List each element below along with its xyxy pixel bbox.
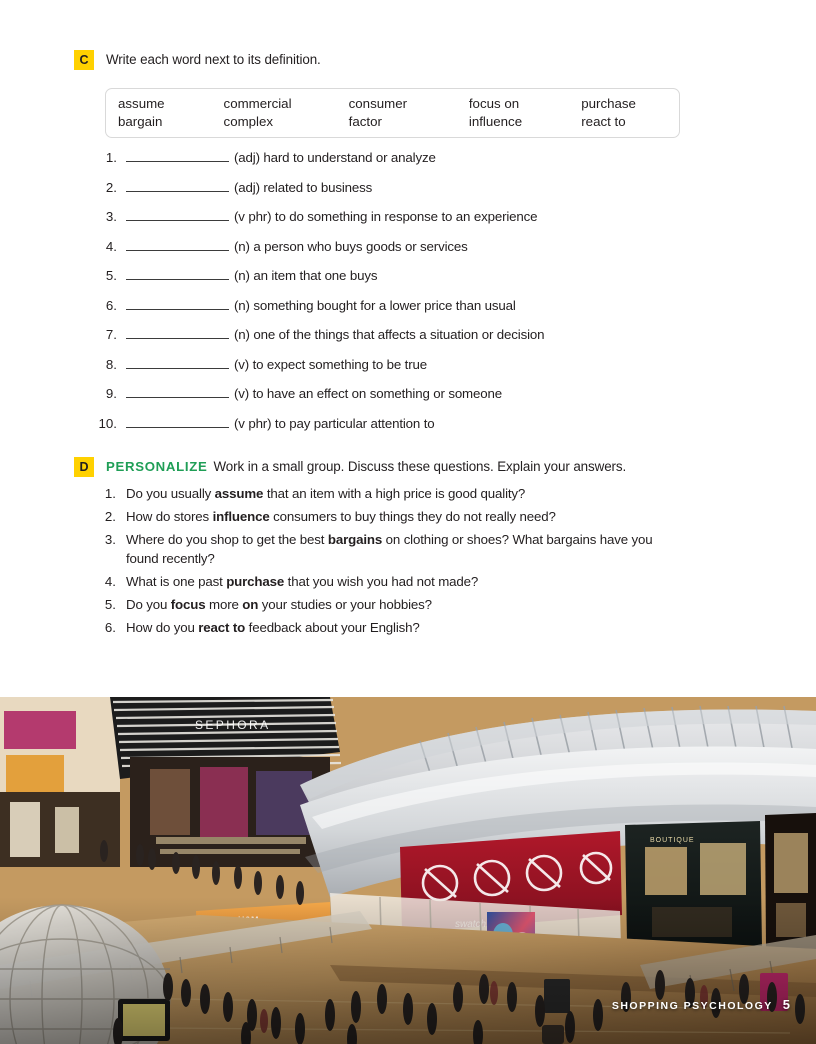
exercise-d-instruction: Work in a small group. Discuss these questions. Explain your answers. bbox=[213, 459, 627, 474]
footer-caption bbox=[612, 997, 790, 1012]
definition-number: 8. bbox=[105, 356, 117, 372]
footer-unit-title: SHOPPING PSYCHOLOGY bbox=[611, 1000, 773, 1012]
definition-item bbox=[90, 150, 730, 180]
question-number: 6. bbox=[104, 619, 116, 635]
answer-blank[interactable] bbox=[126, 209, 229, 221]
answer-blank[interactable] bbox=[126, 239, 229, 251]
discussion-question-list bbox=[100, 485, 680, 642]
question-number: 3. bbox=[104, 532, 116, 547]
definition-item bbox=[90, 268, 730, 298]
definition-item bbox=[90, 298, 730, 328]
definition-number: 9. bbox=[105, 386, 117, 401]
answer-blank[interactable] bbox=[126, 268, 229, 280]
question-text: How do stores influence consumers to buy things they do not really need? bbox=[126, 509, 556, 524]
question-text: How do you react to feedback about your English? bbox=[126, 619, 420, 635]
definition-item bbox=[90, 416, 730, 446]
word-bank-word: factor bbox=[348, 114, 382, 129]
definition-text: (v phr) to do something in response to an experience bbox=[234, 209, 538, 224]
definition-text: (n) something bought for a lower price than usual bbox=[234, 297, 516, 313]
word-bank-word: react to bbox=[581, 114, 626, 129]
definition-number: 4. bbox=[105, 238, 117, 254]
answer-blank[interactable] bbox=[126, 150, 229, 162]
question-number: 1. bbox=[104, 486, 116, 501]
answer-blank[interactable] bbox=[126, 386, 229, 398]
page-number: 5 bbox=[782, 997, 790, 1012]
list-item bbox=[100, 508, 680, 527]
photo-illustration bbox=[0, 697, 816, 1044]
exercise-d-instruction-row bbox=[106, 457, 626, 477]
definition-text: (v phr) to pay particular attention to bbox=[234, 415, 435, 431]
answer-blank[interactable] bbox=[126, 357, 229, 369]
definition-text: (v) to have an effect on something or someone bbox=[234, 386, 502, 401]
question-text: What is one past purchase that you wish you had not made? bbox=[126, 573, 479, 589]
definition-text: (n) an item that one buys bbox=[234, 268, 378, 283]
word-bank-column bbox=[349, 95, 469, 131]
personalize-label: PERSONALIZE bbox=[106, 459, 208, 474]
definition-item bbox=[90, 209, 730, 239]
question-number: 4. bbox=[104, 573, 116, 589]
list-item bbox=[100, 619, 680, 638]
word-bank-column bbox=[581, 95, 679, 131]
question-number: 2. bbox=[104, 509, 116, 524]
definition-text: (v) to expect something to be true bbox=[234, 356, 427, 372]
svg-text:SEPHORA: SEPHORA bbox=[195, 718, 271, 732]
word-bank-column bbox=[469, 95, 581, 131]
list-item bbox=[100, 596, 680, 615]
definition-text: (n) one of the things that affects a situation or decision bbox=[234, 327, 545, 342]
question-number: 5. bbox=[104, 596, 116, 612]
definition-item bbox=[90, 386, 730, 416]
word-bank-word: complex bbox=[223, 114, 274, 129]
definition-text: (adj) related to business bbox=[234, 179, 373, 195]
exercise-d-header bbox=[74, 457, 626, 477]
list-item bbox=[100, 485, 680, 504]
definition-item bbox=[90, 180, 730, 210]
definition-item bbox=[90, 357, 730, 387]
definition-number: 1. bbox=[105, 150, 117, 165]
question-text: Where do you shop to get the best bargains on clothing or shoes? What bargains have you found recently? bbox=[126, 532, 653, 566]
word-bank-word: commercial bbox=[223, 96, 292, 111]
exercise-c-header bbox=[74, 50, 321, 70]
question-text: Do you usually assume that an item with a high price is good quality? bbox=[126, 486, 526, 501]
definition-item bbox=[90, 239, 730, 269]
definition-text: (n) a person who buys goods or services bbox=[234, 238, 468, 254]
word-bank bbox=[105, 88, 680, 138]
answer-blank[interactable] bbox=[126, 327, 229, 339]
definition-number: 2. bbox=[105, 179, 117, 195]
definition-item bbox=[90, 327, 730, 357]
answer-blank[interactable] bbox=[126, 416, 229, 428]
word-bank-word: purchase bbox=[581, 96, 636, 111]
answer-blank[interactable] bbox=[126, 298, 229, 310]
list-item bbox=[100, 573, 680, 592]
word-bank-word: bargain bbox=[118, 114, 163, 129]
question-text: Do you focus more on your studies or your hobbies? bbox=[126, 596, 432, 612]
exercise-c-letter-badge: C bbox=[74, 50, 94, 70]
shopping-mall-photo bbox=[0, 697, 816, 1044]
word-bank-word: influence bbox=[468, 114, 523, 129]
answer-blank[interactable] bbox=[126, 180, 229, 192]
list-item bbox=[100, 531, 680, 568]
definition-list bbox=[90, 150, 730, 445]
exercise-c-instruction: Write each word next to its definition. bbox=[106, 52, 321, 67]
word-bank-column bbox=[118, 95, 224, 131]
definition-number: 6. bbox=[105, 297, 117, 313]
definition-number: 7. bbox=[105, 327, 117, 342]
word-bank-column bbox=[224, 95, 349, 131]
definition-number: 5. bbox=[105, 268, 117, 283]
exercise-d-letter-badge: D bbox=[74, 457, 94, 477]
definition-number: 3. bbox=[105, 209, 117, 224]
word-bank-word: consumer bbox=[348, 96, 408, 111]
definition-number: 10. bbox=[98, 415, 117, 431]
svg-text:BOUTIQUE: BOUTIQUE bbox=[650, 837, 695, 844]
definition-text: (adj) hard to understand or analyze bbox=[234, 150, 436, 165]
word-bank-word: assume bbox=[118, 96, 165, 111]
word-bank-word: focus on bbox=[468, 96, 520, 111]
